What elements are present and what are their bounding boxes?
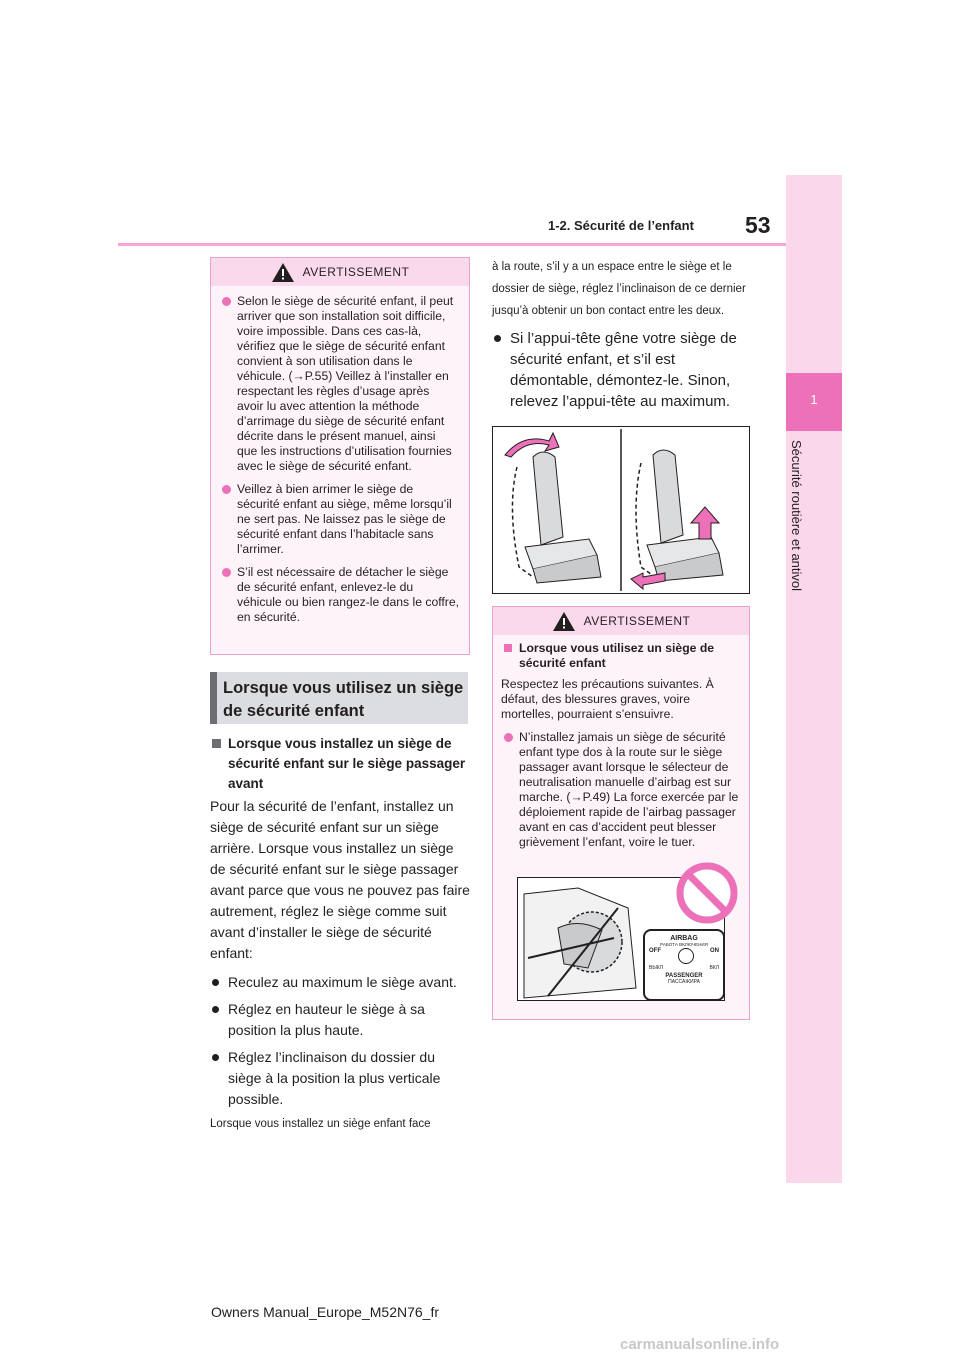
bullet-dot-icon (504, 733, 513, 742)
square-bullet-icon (212, 739, 221, 748)
airbag-switch-row (645, 947, 723, 965)
warning-item: Veillez à bien arrimer le siège de sécurité enfant au siège, même lorsqu’il ne sert pas. Ne laissez pas le siège de sécurité enfant dans l’habitacle sans l’arrimer. (219, 482, 459, 557)
prohibition-icon (675, 861, 739, 925)
warning-triangle-icon (552, 611, 576, 632)
bullet-icon (212, 979, 219, 986)
list-item: Réglez en hauteur le siège à sa position la plus haute. (210, 999, 472, 1041)
section-heading: Lorsque vous utilisez un siège de sécurité enfant (210, 672, 468, 724)
seat-right (631, 450, 723, 589)
warning-item: N’installez jamais un siège de sécurité enfant type dos à la route sur le siège passager avant lorsque le sélecteur de neutralisation manuelle d’airbag est sur marche. (→P.49) La force exercée par le déploiement rapide de l’airbag passager avant en cas d’accident peut blesser grièvement l’enfant, voire le tuer. (501, 730, 739, 850)
warning-intro: Respectez les précautions suivantes. À défaut, des blessures graves, voire mortelles, pourraient s’ensuivre. (501, 677, 714, 721)
bullet-dot-icon (222, 297, 231, 306)
seat-illustration (492, 426, 750, 594)
warning-item: Selon le siège de sécurité enfant, il peut arriver que son installation soit difficile, voire impossible. Dans ces cas-là, vérifiez que le siège de sécurité enfant convient à son utilisation dans le véhicule. (→P.55) Veillez à l’installer en respectant les règles d’usage après avoir lu avec attention la méthode d’arrimage du siège de sécurité enfant décrite dans le présent manuel, ainsi que les instructions d’utilisation fournies avec le siège de sécurité enfant. (219, 294, 459, 474)
chapter-number: 1 (810, 392, 818, 407)
continued-text: à la route, s’il y a un espace entre le siège et le dossier de siège, réglez l’inclinaison de ce dernier jusqu’à obtenir un bon contact entre les deux. (492, 261, 746, 317)
bullet-icon (212, 1054, 219, 1061)
continued-text: Lorsque vous installez un siège enfant face (210, 1118, 431, 1130)
airbag-on-label-ru: ВКЛ (709, 965, 719, 971)
subheading-front-seat: Lorsque vous installez un siège de sécurité enfant sur le siège passager avant (210, 734, 472, 794)
header-rule (118, 243, 786, 246)
footer: Owners Manual_Europe_M52N76_fr (211, 1304, 440, 1320)
airbag-switch-panel (643, 929, 725, 1001)
list-item: Reculez au maximum le siège avant. (210, 972, 472, 993)
page-number: 53 (745, 212, 771, 238)
airbag-off-label: OFF (649, 948, 661, 954)
side-strip (786, 175, 842, 1183)
airbag-label-subtitle: РАБОТА ВКЛЮЧЕНИЯ (660, 942, 708, 947)
airbag-off-label-ru: ВЫКЛ (649, 965, 663, 971)
airbag-knob-icon[interactable] (678, 948, 694, 964)
bullet-dot-icon (222, 568, 231, 577)
airbag-label-title: AIRBAG (670, 935, 698, 942)
seat-left (505, 433, 601, 583)
right-column-body (492, 256, 754, 412)
warning-header (493, 607, 749, 635)
airbag-on-label: ON (710, 948, 719, 954)
list-item: Réglez l’inclinaison du dossier du siège à la position la plus verticale possible. (210, 1047, 472, 1110)
airbag-switch-row-ru (645, 965, 723, 971)
warning-box-top (210, 257, 470, 655)
airbag-passenger-label-ru: ПАССАЖИРА (668, 979, 700, 985)
paragraph: Pour la sécurité de l’enfant, installez un siège de sécurité enfant sur un siège arrière. Lorsque vous installez un siège de sécurité enfant sur le siège passager avant parce que vous ne pouvez pas faire autrement, réglez le siège comme suit avant d’installer le siège de sécurité enfant: (210, 798, 470, 961)
warning-box-bottom (492, 606, 750, 1020)
section-title: 1-2. Sécurité de l’enfant (548, 218, 694, 233)
warning-item: S’il est nécessaire de détacher le siège de sécurité enfant, enlevez-le du véhicule ou bien rangez-le dans le coffre, en sécurité. (219, 565, 459, 625)
list-item: Si l’appui-tête gêne votre siège de sécurité enfant, et s’il est démontable, démontez-le. Sinon, relevez l’appui-tête au maximum. (492, 328, 754, 412)
bullet-icon (212, 1006, 219, 1013)
bullet-dot-icon (222, 485, 231, 494)
square-bullet-icon (504, 644, 512, 652)
seat-drawing (493, 427, 749, 593)
chapter-title: Sécurité routière et antivol (789, 440, 804, 592)
warning-triangle-icon (271, 262, 295, 283)
airbag-passenger-label: PASSENGER (665, 973, 703, 979)
bullet-icon (494, 335, 501, 342)
warning-body (211, 286, 469, 637)
watermark: carmanualsonline.info (620, 1336, 780, 1353)
warning-subheading: Lorsque vous utilisez un siège de sécurité enfant (501, 641, 739, 671)
warning-header (211, 258, 469, 286)
warning-title: AVERTISSEMENT (302, 265, 410, 279)
warning-title: AVERTISSEMENT (583, 614, 691, 628)
left-column-body (210, 796, 472, 1132)
warning-body (493, 635, 749, 862)
